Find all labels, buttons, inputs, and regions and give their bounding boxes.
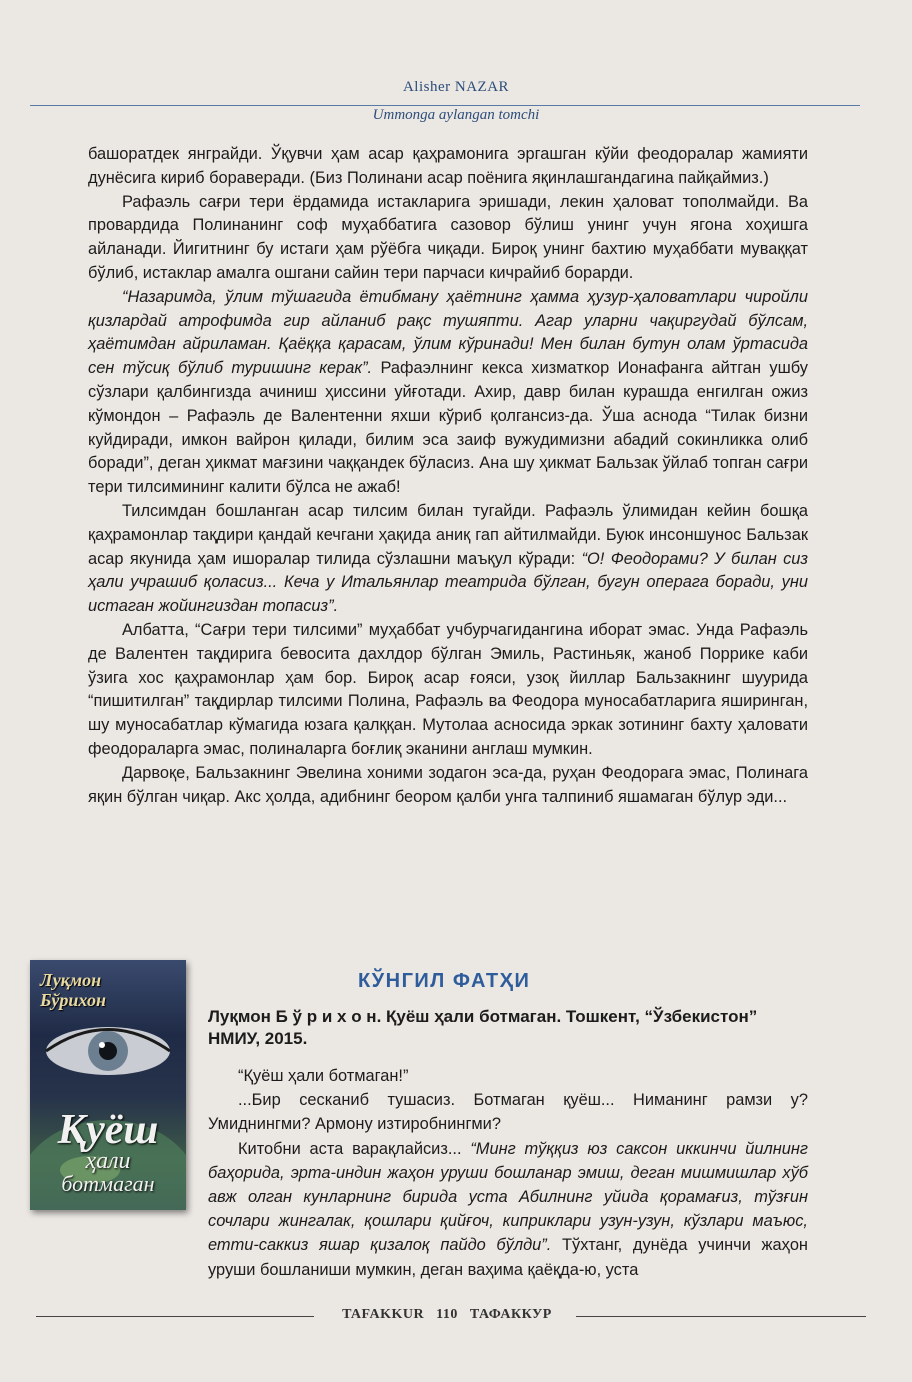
paragraph: Рафаэль сағри тери ёрдамида истакларига эришади, лекин ҳаловат тополмайди. Ва провардида Полинанинг соф муҳаббатига сазовор бўлиш унинг учун ягона хоҳишга айланади. Йигитнинг бу истаги ҳам рўёбга чиқади. Бироқ унинг бахтию муҳаббати муваққат бўлиб, истаклар амалга ошгани сайин тери парчаси кичрайиб борарди.	[88, 192, 808, 282]
paragraph: Дарвоқе, Бальзакнинг Эвелина хоними зодагон эса-да, руҳан Феодорага эмас, Полинага яқин бўлган чиқар. Акс ҳолда, адибнинг беором қалби унга талпиниб яшамаган бўлур эди...	[88, 763, 808, 806]
paragraph-text: Китобни аста варақлайсиз...	[238, 1139, 471, 1158]
quote-italic: “Назаримда, ўлим тўшагида ётибману ҳаётнинг ҳамма ҳузур-ҳаловатлари чиройли қизлардай атрофимда гир айланиб рақс тушяпти. Агар уларни чақиргудай бўлсам, ҳаётимдан айриламан. Қаёққа қарасам, ўлим кўринади! Мен билан бутун олам ўртасида сен тўсиқ бўлиб туришинг керак”.	[88, 287, 808, 378]
paragraph: “Қуёш ҳали ботмаган!”	[238, 1067, 409, 1085]
paragraph	[208, 1137, 808, 1282]
running-header	[0, 78, 912, 124]
paragraph-text: Рафаэлнинг кекса хизматкор Ионафанга айтган ушбу сўзлари қалбингизда ачиниш ҳиссини уйғотади. Ахир, давр билан курашда енгилган ожиз кўмондон – Рафаэль де Валентенни яхши кўриб қолгансиз-да. Ўша аснода “Тилак бизни куйдиради, имкон вайрон қилади, билим эса заиф вужудимизни абадий сокинликка олиб боради”, деган ҳикмат мағзини чаққандек бўласиз. Ана шу ҳикмат Бальзак ўйлаб топган сағри тери тилсимининг калити бўлса не ажаб!	[88, 359, 808, 497]
book-author-line: Бўрихон	[40, 990, 106, 1010]
footer-rule-right	[576, 1316, 866, 1317]
header-rule	[30, 105, 860, 106]
book-cover-title	[30, 1107, 186, 1196]
footer-rule-left	[36, 1316, 314, 1317]
book-cover-author	[40, 970, 106, 1010]
section-title: КЎНГИЛ ФАТҲИ	[358, 970, 531, 992]
quote-italic: “О! Феодорами? У билан сиз ҳали учрашиб қоласиз... Кеча у Итальянлар театрида бўлган, бугун операга боради, уни истаган жойингиздан топасиз”.	[88, 549, 808, 616]
quote-italic: “Минг тўққиз юз саксон иккинчи йилнинг баҳорида, эрта-индин жаҳон уруши бошланар эмиш, деган мишмишлар хўб авж олган кунларнинг бирида уста Абилнинг уйида қорамағиз, тўзғин сочлари жингалак, қошлари қийғоч, киприклари узун-узун, кўзлари маъюс, етти-саккиз яшар қизалоқ пайдо бўлди”.	[208, 1139, 808, 1255]
review-body	[208, 1006, 808, 1282]
book-cover-image	[30, 960, 186, 1210]
article-body	[88, 143, 808, 809]
eye-illustration-icon	[40, 1016, 176, 1086]
footer-right-label: ТАФАККУР	[469, 1307, 552, 1322]
book-title-line: ҳали	[85, 1148, 131, 1174]
paragraph	[88, 500, 808, 619]
paragraph: Албатта, “Сағри тери тилсими” муҳаббат учбурчагидангина иборат эмас. Унда Рафаэль де Валентен тақдирига бевосита дахлдор бўлган Эмиль, Растиньяк, жаноб Поррике каби ўзига хос қаҳрамонлар ҳам бор. Бироқ асар ғояси, узоқ йиллар Бальзакнинг шуурида “пишитилган” тақдирлар тилсими Полина, Рафаэль ва Феодора муносабатларига яширинган, шу муносабатлар кўмагида юзага қалққан. Мутолаа асносида эркак зотининг бахту ҳаловати феодораларга эмас, полиналарга боғлиқ эканини англаш мумкин.	[88, 620, 808, 758]
book-author-line: Луқмон	[40, 970, 102, 990]
page-number: 110	[436, 1307, 458, 1322]
footer-left-label: TAFAKKUR	[342, 1307, 425, 1322]
header-subtitle: Ummonga aylangan tomchi	[372, 107, 540, 123]
header-author: Alisher NAZAR	[402, 79, 510, 95]
book-title-line: ботмаган	[61, 1171, 155, 1196]
paragraph	[88, 286, 808, 500]
paragraph-text: Тўхтанг, дунёда учинчи жаҳон уруши бошланиши мумкин, деган ваҳима қаёқда-ю, уста	[208, 1236, 808, 1279]
paragraph: башоратдек янграйди. Ўқувчи ҳам асар қаҳрамонига эргашган кўйи феодоралар жамияти дунёсига кириб бораверади. (Биз Полинани асар поёнига яқинлашгандагина пайқаймиз.)	[88, 145, 808, 187]
bibliography: Луқмон Б ў р и х о н. Қуёш ҳали ботмаган. Тошкент, “Ўзбекистон” НМИУ, 2015.	[208, 1007, 758, 1048]
book-title-line: Қуёш	[57, 1107, 159, 1153]
paragraph: ...Бир сесканиб тушасиз. Ботмаган қуёш... Ниманинг рамзи у? Умиднингми? Армону изтиробнингми?	[208, 1091, 808, 1134]
page-footer	[0, 1307, 912, 1327]
footer-text	[322, 1307, 572, 1323]
paragraph-text: Тилсимдан бошланган асар тилсим билан тугайди. Рафаэль ўлимидан кейин бошқа қаҳрамонлар тақдири қандай кечгани ҳақида аниқ гап айтилмайди. Буюк инсоншунос Бальзак асар якунида ҳам ишоралар тилида сўзлашни маъқул кўради:	[88, 501, 808, 568]
